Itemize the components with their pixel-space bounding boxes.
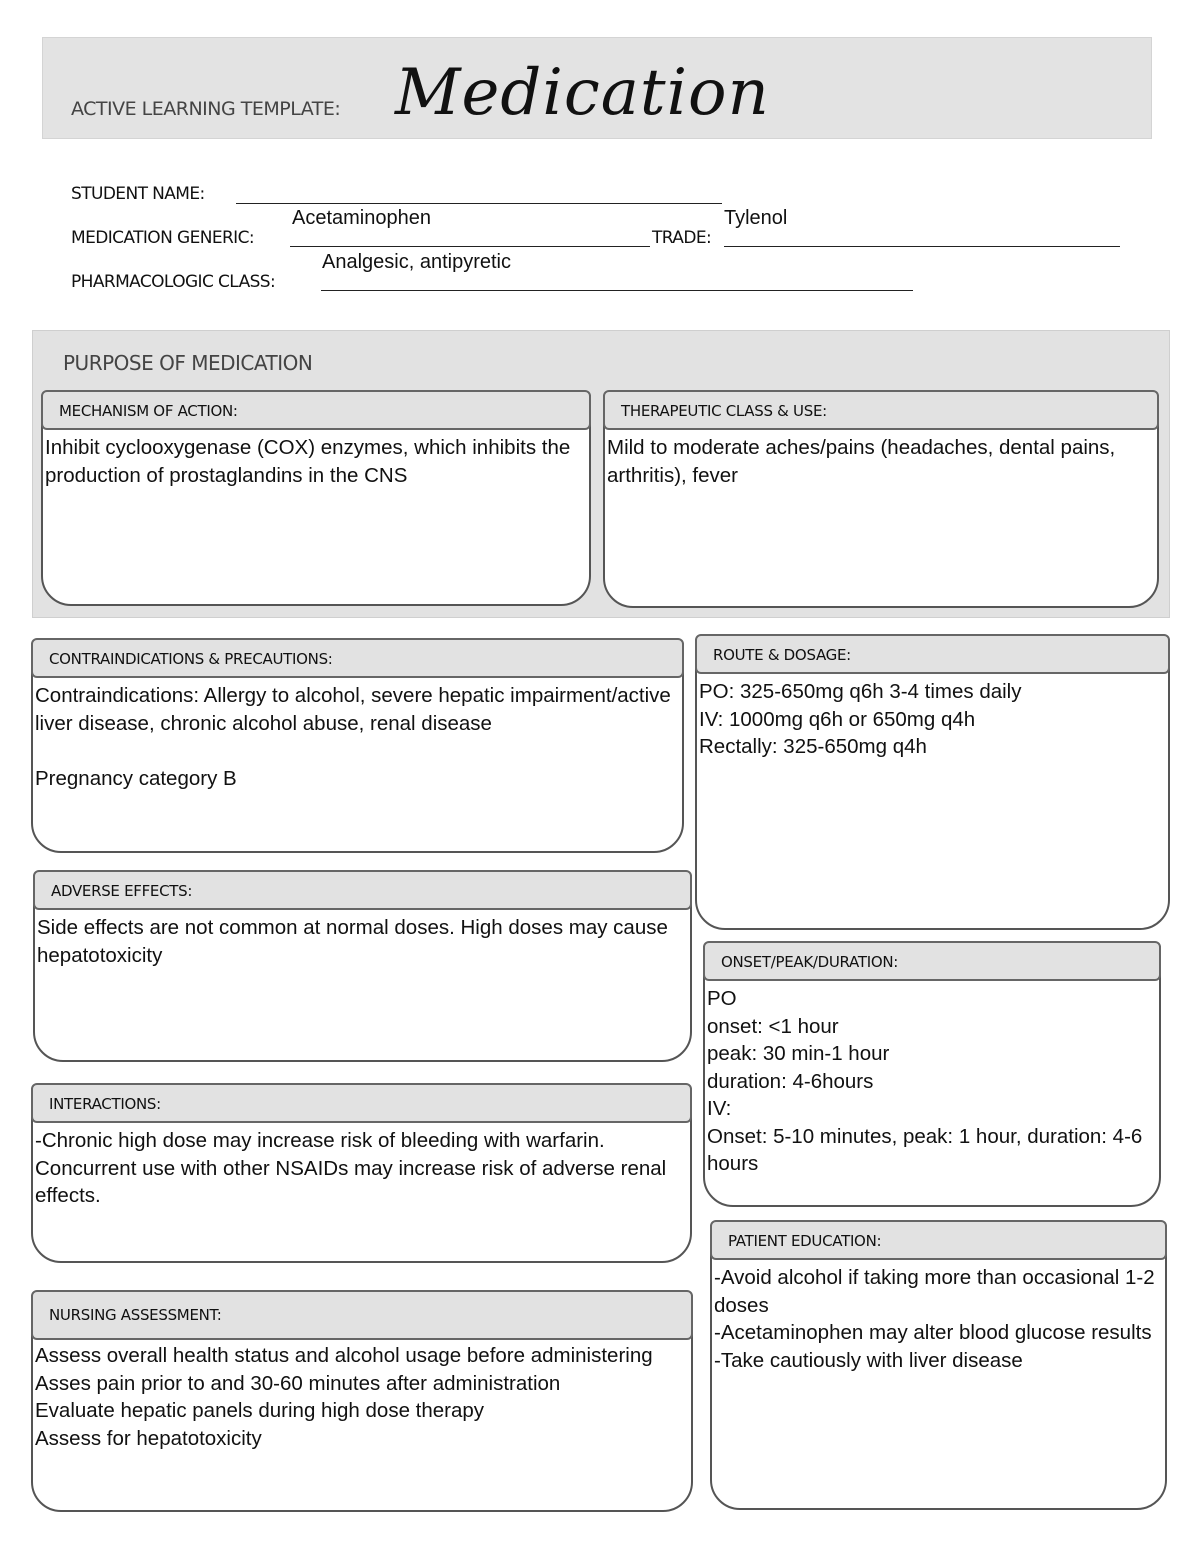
onset-header	[703, 941, 1161, 981]
route-text[interactable]	[699, 678, 1164, 761]
route-line: Rectally: 325-650mg q4h	[699, 735, 927, 758]
onset-text[interactable]	[707, 985, 1155, 1178]
adverse-label: ADVERSE EFFECTS:	[51, 882, 193, 900]
assessment-text[interactable]	[35, 1342, 687, 1452]
title-band	[42, 37, 1152, 139]
trade-label: TRADE:	[652, 228, 712, 248]
contraindications-card	[31, 638, 684, 853]
onset-line: peak: 30 min-1 hour	[707, 1042, 890, 1065]
interactions-label: INTERACTIONS:	[49, 1095, 161, 1113]
student-name-label: STUDENT NAME:	[71, 184, 205, 204]
adverse-header	[33, 870, 692, 910]
education-line: -Acetaminophen may alter blood glucose results	[714, 1321, 1152, 1344]
assessment-line: Asses pain prior to and 30-60 minutes after administration	[35, 1371, 561, 1395]
education-line: -Take cautiously with liver disease	[714, 1348, 1023, 1372]
onset-line: onset: <1 hour	[707, 1014, 839, 1038]
onset-line: Onset: 5-10 minutes, peak: 1 hour, duration: 4-6 hours	[707, 1124, 1143, 1175]
therapeutic-card	[603, 390, 1159, 608]
mechanism-line: Inhibit cyclooxygenase (COX) enzymes, which inhibits the production of prostaglandins in the CNS	[45, 436, 571, 487]
interactions-line: -Chronic high dose may increase risk of bleeding with warfarin. Concurrent use with other NSAIDs may increase risk of adverse renal effects.	[35, 1129, 667, 1207]
class-value[interactable]: Analgesic, antipyretic	[322, 251, 511, 273]
contraindications-header	[31, 638, 684, 678]
education-text[interactable]	[714, 1264, 1161, 1374]
generic-value[interactable]: Acetaminophen	[292, 207, 431, 229]
mechanism-card	[41, 390, 591, 606]
generic-label: MEDICATION GENERIC:	[71, 228, 254, 248]
assessment-line: Evaluate hepatic panels during high dose therapy	[35, 1399, 485, 1422]
route-card	[695, 634, 1170, 930]
route-header	[695, 634, 1170, 674]
adverse-line: Side effects are not common at normal doses. High doses may cause hepatotoxicity	[37, 916, 668, 967]
trade-value[interactable]: Tylenol	[724, 207, 788, 229]
assessment-label: NURSING ASSESSMENT:	[49, 1306, 222, 1324]
therapeutic-text[interactable]	[607, 434, 1153, 489]
mechanism-header	[41, 390, 591, 430]
contraindications-line: Pregnancy category B	[35, 766, 237, 790]
generic-field-line	[290, 246, 650, 247]
route-line: IV: 1000mg q6h or 650mg q4h	[699, 707, 976, 731]
assessment-card	[31, 1290, 693, 1512]
trade-field-line	[724, 246, 1120, 247]
assessment-header	[31, 1290, 693, 1340]
onset-line: IV:	[707, 1097, 732, 1120]
adverse-card	[33, 870, 692, 1062]
template-title: Medication	[395, 56, 770, 130]
onset-card	[703, 941, 1161, 1207]
route-line: PO: 325-650mg q6h 3-4 times daily	[699, 680, 1022, 703]
interactions-header	[31, 1083, 692, 1123]
contraindications-label: CONTRAINDICATIONS & PRECAUTIONS:	[49, 650, 333, 668]
route-label: ROUTE & DOSAGE:	[713, 646, 851, 664]
purpose-title: PURPOSE OF MEDICATION	[63, 351, 313, 375]
contraindications-text[interactable]	[35, 682, 678, 792]
assessment-line: Assess for hepatotoxicity	[35, 1426, 262, 1450]
education-header	[710, 1220, 1167, 1260]
class-field-line	[321, 290, 913, 291]
onset-label: ONSET/PEAK/DURATION:	[721, 953, 899, 971]
therapeutic-label: THERAPEUTIC CLASS & USE:	[621, 402, 827, 420]
therapeutic-header	[603, 390, 1159, 430]
assessment-line: Assess overall health status and alcohol usage before administering	[35, 1344, 653, 1367]
contraindications-line: Contraindications: Allergy to alcohol, severe hepatic impairment/active liver disease, chronic alcohol abuse, renal disease	[35, 684, 671, 735]
education-label: PATIENT EDUCATION:	[728, 1232, 882, 1250]
mechanism-text[interactable]	[45, 434, 585, 489]
education-card	[710, 1220, 1167, 1510]
education-line: -Avoid alcohol if taking more than occasional 1-2 doses	[714, 1266, 1155, 1317]
student-name-field[interactable]	[236, 203, 722, 204]
class-label: PHARMACOLOGIC CLASS:	[71, 272, 276, 292]
adverse-text[interactable]	[37, 914, 686, 969]
onset-line: duration: 4-6hours	[707, 1069, 874, 1093]
mechanism-label: MECHANISM OF ACTION:	[59, 402, 238, 420]
onset-line: PO	[707, 987, 737, 1010]
contraindications-blank-line	[35, 737, 678, 765]
interactions-text[interactable]	[35, 1127, 686, 1210]
template-label: ACTIVE LEARNING TEMPLATE:	[71, 98, 341, 120]
therapeutic-line: Mild to moderate aches/pains (headaches, dental pains, arthritis), fever	[607, 436, 1116, 487]
interactions-card	[31, 1083, 692, 1263]
